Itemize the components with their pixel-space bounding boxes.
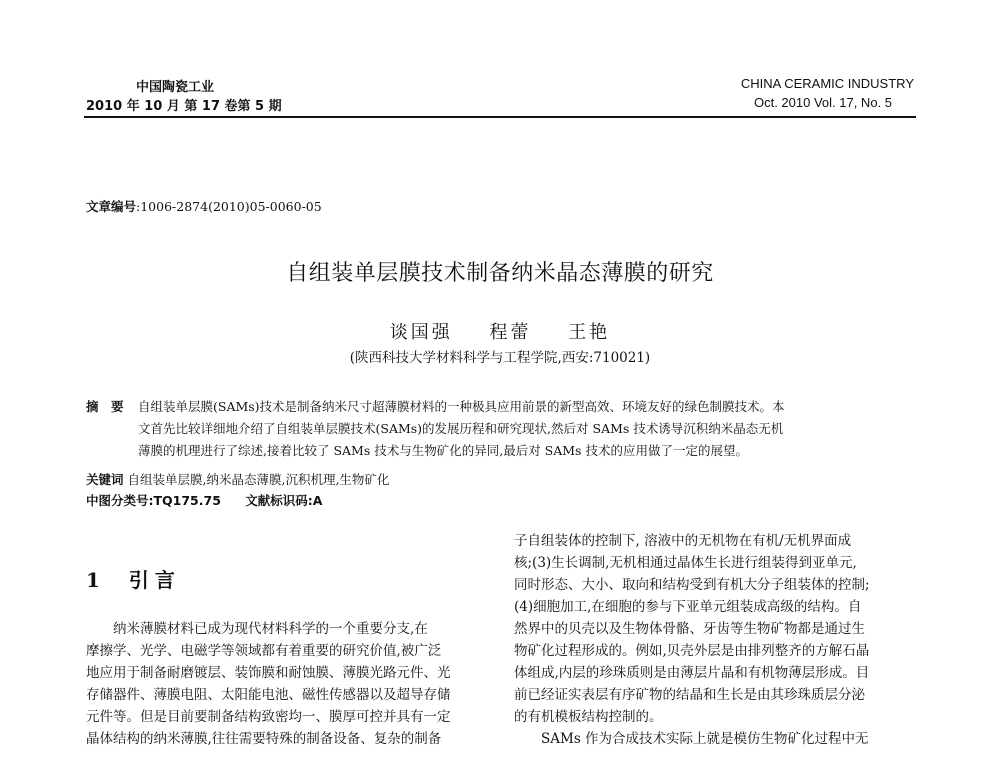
authors: 谈国强 程蕾 王艳 — [389, 322, 611, 343]
article-id — [86, 197, 322, 215]
classification — [86, 491, 322, 509]
body-line: 摩擦学、光学、电磁学等领域都有着重要的研究价值,被广泛 — [86, 643, 442, 659]
body-line: 地应用于制备耐磨镀层、装饰膜和耐蚀膜、薄膜光路元件、光 — [86, 665, 451, 681]
body-line: 纳米薄膜材料已成为现代材料科学的一个重要分支,在 — [86, 621, 428, 637]
abstract-label: 摘 要 — [86, 399, 124, 414]
right-column — [514, 530, 918, 750]
journal-name-cn: 中国陶瓷工业 — [136, 80, 215, 95]
body-line: SAMs 作为合成技术实际上就是模仿生物矿化过程中无 — [514, 731, 869, 747]
keywords — [86, 470, 389, 488]
body-line: (4)细胞加工,在细胞的参与下亚单元组装成高级的结构。自 — [514, 599, 862, 615]
affiliation: (陕西科技大学材料科学与工程学院,西安:710021) — [349, 350, 651, 366]
left-column — [86, 618, 490, 750]
header-rule — [84, 116, 916, 118]
body-line: 的有机模板结构控制的。 — [514, 709, 663, 725]
clc-value: TQ175.75 — [153, 493, 221, 508]
body-line: 晶体结构的纳米薄膜,往往需要特殊的制备设备、复杂的制备 — [86, 731, 442, 747]
body-line: 存储器件、薄膜电阻、太阳能电池、磁性传感器以及超导存储 — [86, 687, 451, 703]
issue-info-cn: 2010 年 10 月 第 17 卷第 5 期 — [86, 99, 282, 114]
body-line: 核;(3)生长调制,无机相通过晶体生长进行组装得到亚单元, — [514, 555, 857, 571]
article-id-value: :1006-2874(2010)05-0060-05 — [136, 199, 322, 214]
doc-code-label: 文献标识码: — [245, 493, 313, 508]
paper-title: 自组装单层膜技术制备纳米晶态薄膜的研究 — [286, 261, 714, 286]
section-number: 1 — [86, 568, 106, 592]
keywords-label: 关键词 — [86, 472, 124, 487]
body-line: 体组成,内层的珍珠质则是由薄层片晶和有机物薄层形成。目 — [514, 665, 870, 681]
clc-label: 中图分类号: — [86, 493, 154, 508]
journal-name-en: CHINA CERAMIC INDUSTRY — [740, 76, 914, 91]
body-line: 子自组装体的控制下, 溶液中的无机物在有机/无机界面成 — [514, 533, 852, 549]
abstract-line: 文首先比较详细地介绍了自组装单层膜技术(SAMs)的发展历程和研究现状,然后对 SAMs 技术诱导沉积纳米晶态无机 — [138, 421, 784, 436]
body-line: 元件等。但是目前要制备结构致密均一、膜厚可控并具有一定 — [86, 709, 451, 725]
body-line: 前已经证实表层有序矿物的结晶和生长是由其珍珠质层分泌 — [514, 687, 865, 703]
section-heading — [86, 564, 181, 593]
doc-code-value: A — [312, 493, 323, 508]
keywords-value: 自组装单层膜,纳米晶态薄膜,沉积机理,生物矿化 — [127, 472, 390, 487]
abstract-line: 自组装单层膜(SAMs)技术是制备纳米尺寸超薄膜材料的一种极具应用前景的新型高效、环境友好的绿色制膜技术。本 — [138, 399, 785, 414]
body-line: 然界中的贝壳以及生物体骨骼、牙齿等生物矿物都是通过生 — [514, 621, 865, 637]
body-line: 同时形态、大小、取向和结构受到有机大分子组装体的控制; — [514, 577, 870, 593]
section-title: 引言 — [128, 568, 181, 592]
body-line: 物矿化过程形成的。例如,贝壳外层是由排列整齐的方解石晶 — [514, 643, 870, 659]
abstract-line: 薄膜的机理进行了综述,接着比较了 SAMs 技术与生物矿化的异同,最后对 SAMs 技术的应用做了一定的展望。 — [138, 443, 748, 458]
article-id-label: 文章编号 — [86, 199, 137, 214]
issue-info-en: Oct. 2010 Vol. 17, No. 5 — [753, 95, 892, 110]
abstract-body — [138, 396, 916, 462]
